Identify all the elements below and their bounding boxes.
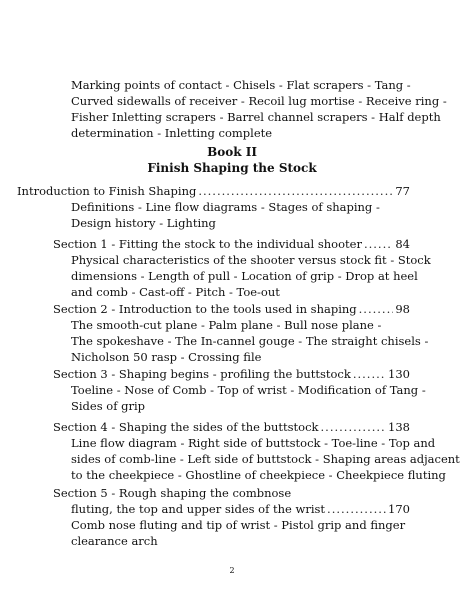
book-number: Book II xyxy=(207,145,257,159)
toc-entry-title: Introduction to Finish Shaping xyxy=(17,184,197,198)
toc-entry-description: and comb - Cast-off - Pitch - Toe-out xyxy=(71,285,280,299)
toc-entry-title: Section 3 - Shaping begins - profiling the buttstock xyxy=(53,367,351,381)
toc-entry-row xyxy=(53,236,410,252)
dot-leader xyxy=(198,183,393,199)
toc-entry-row xyxy=(53,301,410,317)
previous-section-continuation xyxy=(71,77,447,141)
toc-entry-description: dimensions - Length of pull - Location of grip - Drop at heel xyxy=(71,269,418,283)
toc-entry-row xyxy=(53,366,410,382)
intro-line: Marking points of contact - Chisels - Flat scrapers - Tang - xyxy=(71,78,411,92)
page-number-footer: 2 xyxy=(229,566,235,575)
toc-entry-description: clearance arch xyxy=(71,534,158,548)
toc-entry-section-3 xyxy=(53,366,426,414)
toc-entry-title-continued: fluting, the top and upper sides of the wrist xyxy=(71,502,326,516)
toc-entry-description: The smooth-cut plane - Palm plane - Bull nose plane - xyxy=(71,318,382,332)
toc-entry-row xyxy=(17,183,410,199)
toc-entry-description: sides of comb-line - Left side of buttstock - Shaping areas adjacent xyxy=(71,452,460,466)
toc-entry-description: Toeline - Nose of Comb - Top of wrist - Modification of Tang - xyxy=(71,383,426,397)
toc-entry-section-2 xyxy=(53,301,429,365)
book-title: Finish Shaping the Stock xyxy=(147,161,317,175)
intro-line: Curved sidewalls of receiver - Recoil lug mortise - Receive ring - xyxy=(71,94,447,108)
dot-leader xyxy=(359,301,394,317)
toc-entry-row xyxy=(53,501,410,517)
toc-entry-description: The spokeshave - The In-cannel gouge - The straight chisels - xyxy=(71,334,429,348)
toc-page-number: 130 xyxy=(388,367,410,381)
toc-entry-description: Line flow diagram - Right side of buttstock - Toe-line - Top and xyxy=(71,436,436,450)
toc-entry-description: Physical characteristics of the shooter versus stock fit - Stock xyxy=(71,253,431,267)
dot-leader xyxy=(353,366,386,382)
toc-entry-description: Sides of grip xyxy=(71,399,146,413)
toc-entry-introduction xyxy=(17,183,410,231)
dot-leader xyxy=(327,501,386,517)
toc-entry-description: Nicholson 50 rasp - Crossing file xyxy=(71,350,262,364)
intro-line: Fisher Inletting scrapers - Barrel channel scrapers - Half depth xyxy=(71,110,441,124)
toc-page-number: 77 xyxy=(395,184,410,198)
toc-entry-row xyxy=(53,419,410,435)
toc-page-number: 138 xyxy=(388,420,410,434)
toc-entry-title: Section 1 - Fitting the stock to the individual shooter xyxy=(53,237,362,251)
toc-entry-section-1 xyxy=(53,236,431,300)
toc-entry-description: Definitions - Line flow diagrams - Stages of shaping - xyxy=(71,200,380,214)
toc-entry-title: Section 2 - Introduction to the tools used in shaping xyxy=(53,302,357,316)
toc-page-number: 84 xyxy=(395,237,410,251)
dot-leader xyxy=(364,236,393,252)
toc-entry-title: Section 4 - Shaping the sides of the buttstock xyxy=(53,420,319,434)
toc-entry-section-5 xyxy=(53,485,410,549)
toc-page-number: 170 xyxy=(388,502,410,516)
intro-line: determination - Inletting complete xyxy=(71,126,273,140)
toc-entry-description: to the cheekpiece - Ghostline of cheekpiece - Cheekpiece fluting xyxy=(71,468,446,482)
toc-entry-section-4 xyxy=(53,419,460,483)
toc-page-number: 98 xyxy=(395,302,410,316)
toc-entry-description: Design history - Lighting xyxy=(71,216,216,230)
toc-entry-title: Section 5 - Rough shaping the combnose xyxy=(53,486,292,500)
dot-leader xyxy=(321,419,387,435)
book-heading xyxy=(0,144,464,176)
toc-entry-description: Comb nose fluting and tip of wrist - Pistol grip and finger xyxy=(71,518,406,532)
